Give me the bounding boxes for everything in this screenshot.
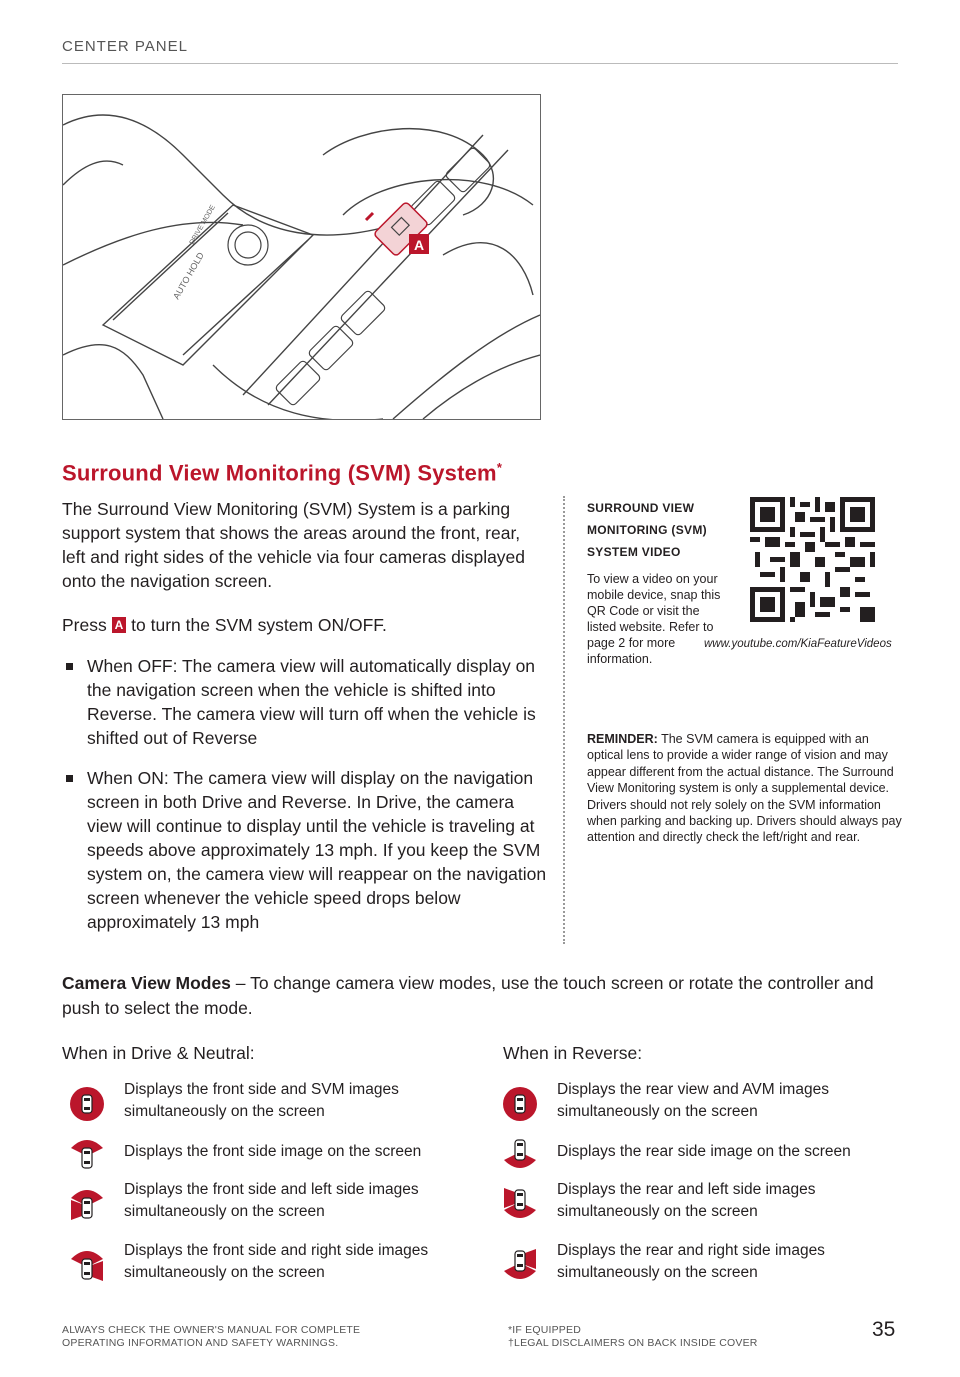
press-after: to turn the SVM system ON/OFF. <box>131 615 387 635</box>
press-instruction <box>62 613 547 637</box>
footer-disclaimer: ALWAYS CHECK THE OWNER'S MANUAL FOR COMPLETE OPERATING INFORMATION AND SAFETY WARNINGS. <box>62 1324 361 1349</box>
intro-paragraph: The Surround View Monitoring (SVM) System is a parking support system that shows the areas around the front, rear, left and right sides of the vehicle via four cameras displayed onto the navigation screen. <box>62 499 526 591</box>
qr-code[interactable] <box>750 497 875 622</box>
drive-mode-3: Displays the front side and left side images simultaneously on the screen <box>124 1181 419 1220</box>
reverse-mode-4: Displays the rear and right side images simultaneously on the screen <box>557 1242 825 1281</box>
front-left-view-icon <box>69 1186 105 1222</box>
console-drawing <box>63 95 540 419</box>
rear-right-view-icon <box>502 1247 538 1283</box>
title-mark: * <box>496 460 503 475</box>
camera-modes-label: Camera View Modes <box>62 973 231 993</box>
video-title: SURROUND VIEW MONITORING (SVM) SYSTEM VIDEO <box>587 501 707 559</box>
camera-view-modes <box>62 971 902 1021</box>
footer-if-equipped: *IF EQUIPPED <box>508 1324 581 1336</box>
console-illustration <box>62 94 541 420</box>
svm-bullet-list <box>62 654 547 950</box>
footer-legal: †LEGAL DISCLAIMERS ON BACK INSIDE COVER <box>508 1337 758 1349</box>
drive-mode-1: Displays the front side and SVM images simultaneously on the screen <box>124 1081 399 1120</box>
drive-mode-4: Displays the front side and right side images simultaneously on the screen <box>124 1242 429 1281</box>
section-header: CENTER PANEL <box>62 38 188 55</box>
press-before: Press <box>62 615 107 635</box>
front-svm-icon <box>69 1086 105 1122</box>
svg-text:DRIVE MODE: DRIVE MODE <box>188 204 217 246</box>
column-divider <box>563 496 565 944</box>
drive-mode-2: Displays the front side image on the screen <box>124 1143 422 1160</box>
video-url[interactable]: www.youtube.com/KiaFeatureVideos <box>704 638 892 650</box>
rear-left-view-icon <box>502 1186 538 1222</box>
svg-text:AUTO HOLD: AUTO HOLD <box>171 250 206 301</box>
callout-a-label: A <box>413 237 425 253</box>
callout-a-badge: A <box>112 617 127 633</box>
reverse-mode-2: Displays the rear side image on the screen <box>557 1143 851 1160</box>
front-view-icon <box>69 1136 105 1172</box>
page-number: 35 <box>872 1318 896 1341</box>
camera-modes-text: – To change camera view modes, use the touch screen or rotate the controller and push to select the mode. <box>62 973 874 1018</box>
rear-view-icon <box>502 1136 538 1172</box>
drive-heading: When in Drive & Neutral: <box>62 1043 255 1063</box>
reminder-note <box>587 731 902 846</box>
reverse-heading: When in Reverse: <box>503 1043 643 1063</box>
reverse-mode-1: Displays the rear view and AVM images simultaneously on the screen <box>557 1081 829 1120</box>
list-item: When ON: The camera view will display on the navigation screen in both Drive and Reverse. In Drive, the camera view will continue to display until the vehicle is traveling at speeds above approximately 13 mph. If you keep the SVM system on, the camera view will reappear on the navigation screen whenever the vehicle speed drops below approximately 13 mph <box>62 766 547 934</box>
reminder-text: The SVM camera is equipped with an optical lens to provide a wider range of vision and may appear different from the actual distance. The Surround View Monitoring system is only a supplemental device. Drivers should not rely solely on the SVM information when parking and backing up. Drivers should always pay attention and directly check the left/right and rear. <box>587 732 902 845</box>
rear-avm-icon <box>502 1086 538 1122</box>
title-text: Surround View Monitoring (SVM) System <box>62 460 497 486</box>
video-text: To view a video on your mobile device, snap this QR Code or visit the listed website. Refer to page 2 for more information. <box>587 572 721 666</box>
page-title <box>62 460 502 486</box>
list-item: When OFF: The camera view will automatically display on the navigation screen when the vehicle is shifted into Reverse. The camera view will turn off when the vehicle is shifted out of Reverse <box>62 654 547 750</box>
header-divider <box>62 63 898 64</box>
front-right-view-icon <box>69 1247 105 1283</box>
reminder-label: REMINDER: <box>587 732 658 746</box>
reverse-mode-3: Displays the rear and left side images simultaneously on the screen <box>557 1181 816 1220</box>
